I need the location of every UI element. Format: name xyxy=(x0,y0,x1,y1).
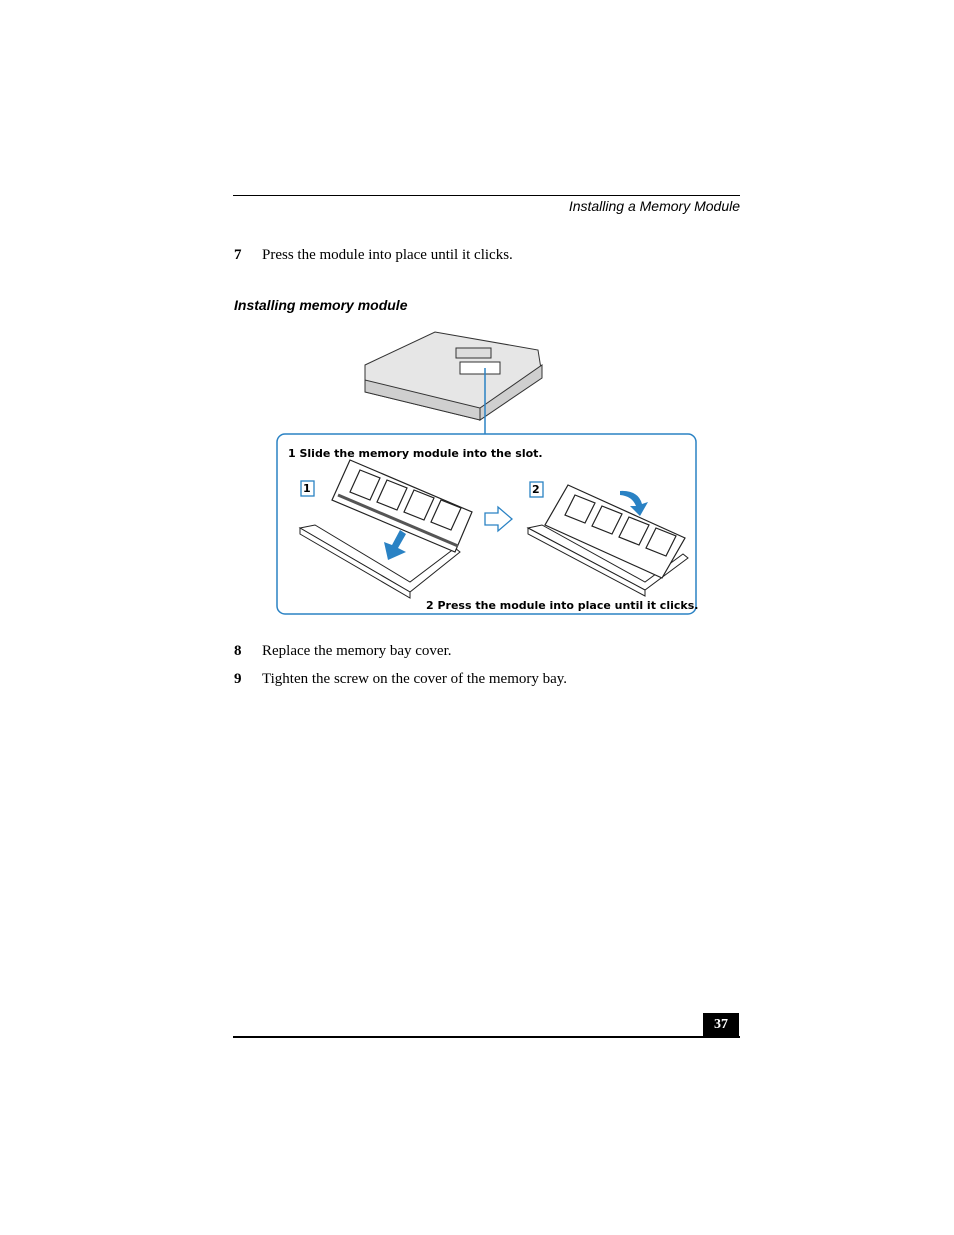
step-label-1: 1 xyxy=(303,482,311,495)
memory-module-2-icon xyxy=(545,485,685,578)
figure-caption: Installing memory module xyxy=(234,297,408,313)
step-8 xyxy=(234,643,452,660)
running-header: Installing a Memory Module xyxy=(568,198,740,214)
step-number: 9 xyxy=(234,671,242,687)
next-step-arrow-icon xyxy=(485,507,512,531)
memory-install-illustration xyxy=(270,320,710,620)
step-label-2: 2 xyxy=(532,483,540,496)
page-number: 37 xyxy=(703,1013,739,1036)
arrow-down-icon xyxy=(384,530,406,560)
step-9 xyxy=(234,671,567,688)
header-rule xyxy=(233,195,740,196)
step-number: 8 xyxy=(234,643,242,659)
instruction-1: 1 Slide the memory module into the slot. xyxy=(288,447,543,460)
instruction-2: 2 Press the module into place until it clicks. xyxy=(426,599,699,612)
step-number: 7 xyxy=(234,247,242,263)
step-7 xyxy=(234,247,513,264)
footer-rule xyxy=(233,1036,740,1038)
step-text: Press the module into place until it clicks. xyxy=(262,247,513,263)
step-text: Replace the memory bay cover. xyxy=(262,643,452,659)
laptop-underside-icon xyxy=(365,332,542,420)
step-text: Tighten the screw on the cover of the memory bay. xyxy=(262,671,568,687)
